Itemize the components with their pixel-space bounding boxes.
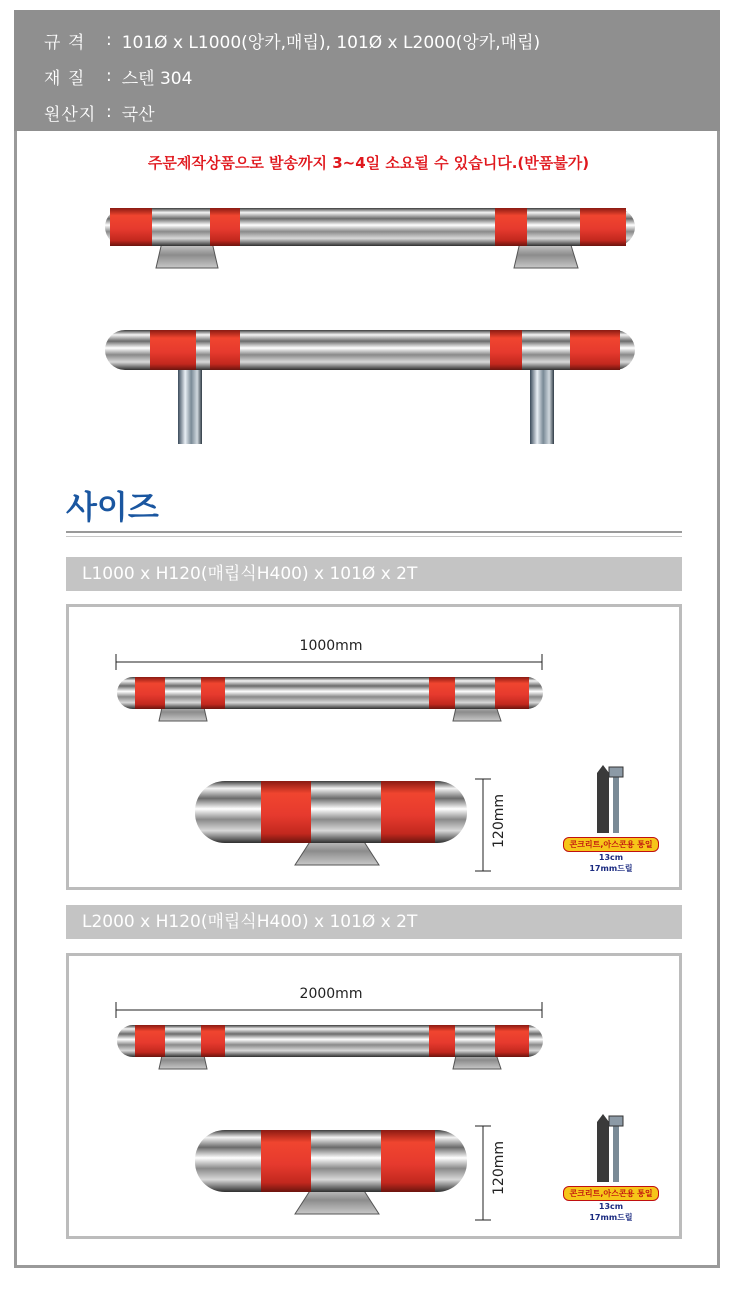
anchor-caption: [551, 1186, 671, 1223]
length-label: 2000mm: [299, 986, 363, 1002]
heading-divider: [66, 531, 682, 533]
anchor-caption: [551, 837, 671, 874]
height-label: 120mm: [491, 1141, 507, 1195]
diagram-box-2000: [66, 953, 682, 1239]
bollard-side-drawing: [115, 675, 545, 725]
bollard-side-drawing: [115, 1023, 545, 1073]
spec-header: [14, 10, 720, 131]
anchor-size-label: 13cm: [598, 853, 624, 862]
size-heading: 사이즈: [66, 488, 159, 526]
length-dimension-line: [114, 652, 544, 672]
height-label: 120mm: [491, 794, 507, 848]
anchor-bolt-icon: [591, 763, 631, 837]
spec-row-origin: 원산지 : 국산: [44, 94, 720, 130]
anchor-usage-label: 콘크리트,아스콘용 통일: [563, 837, 658, 852]
variant-title-bar: L2000 x H120(매립식H400) x 101Ø x 2T: [66, 905, 682, 939]
heading-divider: [66, 536, 682, 537]
bollard-anchor-photo: [100, 200, 640, 275]
spec-row-material: 재 질 : 스텐 304: [44, 58, 720, 94]
variant-title-bar: L1000 x H120(매립식H400) x 101Ø x 2T: [66, 557, 682, 591]
bollard-closeup-drawing: [193, 1128, 469, 1218]
anchor-bolt-icon: [591, 1112, 631, 1186]
spec-label: 원산지: [44, 104, 97, 125]
spec-value: 스텐 304: [121, 68, 193, 89]
spec-label: 재 질: [44, 68, 86, 89]
bollard-embedded-photo: [100, 322, 640, 447]
spec-label: 규 격: [44, 32, 86, 53]
anchor-size-label: 13cm: [598, 1202, 624, 1211]
spec-value: 국산: [121, 104, 155, 125]
spec-value: 101Ø x L1000(앙카,매립), 101Ø x L2000(앙카,매립): [121, 32, 541, 53]
anchor-drill-label: 17mm드릴: [589, 864, 633, 873]
length-label: 1000mm: [299, 638, 363, 654]
height-dimension-line: [473, 777, 493, 873]
order-notice: 주문제작상품으로 발송까지 3~4일 소요될 수 있습니다.(반품불가): [147, 154, 590, 172]
anchor-drill-label: 17mm드릴: [589, 1213, 633, 1222]
anchor-usage-label: 콘크리트,아스콘용 통일: [563, 1186, 658, 1201]
bollard-closeup-drawing: [193, 779, 469, 869]
diagram-box-1000: [66, 604, 682, 890]
length-dimension-line: [114, 1000, 544, 1020]
spec-row-size: 규 격 : 101Ø x L1000(앙카,매립), 101Ø x L2000(앙카,매립): [44, 22, 720, 58]
height-dimension-line: [473, 1124, 493, 1222]
